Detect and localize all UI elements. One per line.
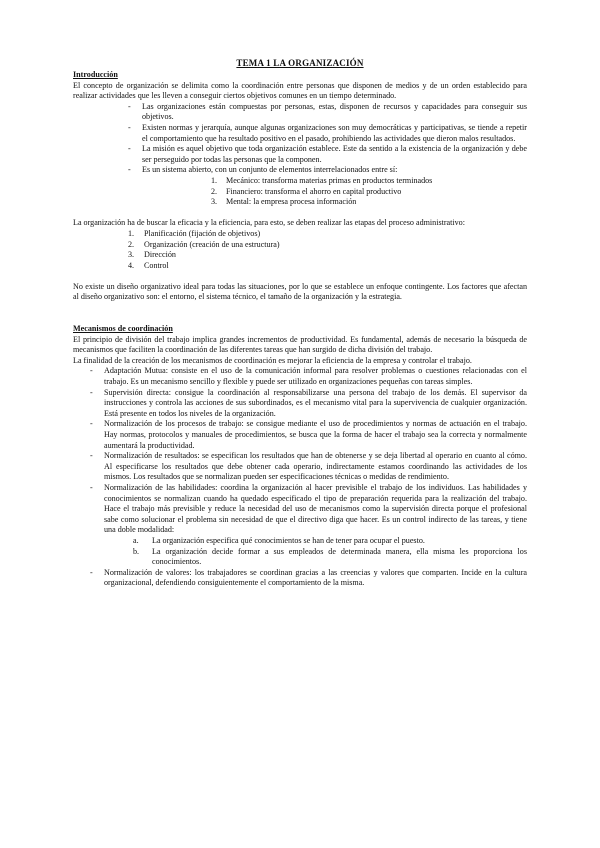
coordination-mechanisms-list (73, 366, 527, 588)
list-item: - Es un sistema abierto, con un conjunto de elementos interrelacionados entre sí: (128, 165, 398, 175)
document-content (73, 57, 527, 589)
intro-paragraph-1: El concepto de organización se delimita como la coordinación entre personas que disponen de medios y de un orden establecido para realizar actividades que les lleven a conseguir ciertos objetivos comunes en un tiempo determinado. (73, 80, 527, 101)
list-item: 1. Mecánico: transforma materias primas en productos terminados (211, 175, 433, 185)
coordination-paragraph-2: La finalidad de la creación de los mecanismos de coordinación es mejorar la eficiencia de la empresa y controlar el trabajo. (73, 355, 472, 365)
subsystem-list (73, 176, 527, 208)
list-item: b. La organización decide formar a sus empleados de determinada manera, ella misma les proporciona los conocimientos. (133, 546, 527, 567)
page-title: TEMA 1 LA ORGANIZACIÓN (236, 58, 364, 68)
modalities-list (73, 536, 527, 568)
intro-paragraph-2: La organización ha de buscar la eficacia y la eficiencia, para esto, se deben realizar las etapas del proceso administrativo: (73, 218, 465, 228)
section-heading-coordination: Mecanismos de coordinación (73, 324, 173, 334)
list-item: - Normalización de valores: los trabajadores se coordinan gracias a las creencias y valores que comparten. Incide en la cultura organizacional, defendiendo consiguientemente el comportamiento de la misma. (90, 567, 527, 588)
list-item: - Existen normas y jerarquía, aunque algunas organizaciones son muy democráticas y participativas, se tiende a repetir el comportamiento que ha resultado positivo en el pasado, prohibiendo las actividades que dieron malos resultados. (128, 122, 527, 143)
list-item: - Adaptación Mutua: consiste en el uso de la comunicación informal para resolver problemas o cuestiones relacionadas con el trabajo. Es un mecanismo sencillo y flexible y puede ser utilizado en organizaciones pequeñas con tareas simples. (90, 366, 527, 387)
list-item: - Normalización de resultados: se especifican los resultados que han de obtenerse y se deja libertad al operario en cuanto al cómo. Al especificarse los resultados que debe obtener cada operario, indirectamente estamos coordinando las actividades de los mismos. Los resultados que se normalizan pueden ser especificaciones técnicas o medidas de rendimiento. (90, 451, 527, 482)
intro-bullet-list (73, 102, 527, 176)
list-item: - Las organizaciones están compuestas por personas, estas, disponen de recursos y capacidades para conseguir sus objetivos. (128, 101, 527, 122)
list-item: - Normalización de los procesos de trabajo: se consigue mediante el uso de procedimientos y normas de actuación en el trabajo. Hay normas, protocolos y manuales de procedimientos, se busca que la forma de hacer el trabajo sea la correcta y normalmente aumentará la productividad. (90, 419, 527, 450)
section-heading-intro: Introducción (73, 70, 118, 79)
coordination-paragraph-1: El principio de división del trabajo implica grandes incrementos de productividad. Es fundamental, además de necesario la búsqueda de mecanismos que faciliten la coordinación de las diferentes tareas que han surgido de dicha división del trabajo. (73, 334, 527, 355)
list-item: - La misión es aquel objetivo que toda organización establece. Este da sentido a la existencia de la organización y debe ser perseguido por todas las personas que la componen. (128, 144, 527, 164)
list-item: - Normalización de las habilidades: coordina la organización al hacer previsible el trabajo de los individuos. Las habilidades y conocimientos se normalizan cuando ha quedado especificado el tipo de preparación requerida para la realización del trabajo. Hace el trabajo más previsible y reduce la necesidad del uso de mecanismos como la supervisión directa porque el profesional sabe como solucionar el problema sin necesidad de que el directivo diga que hacer. Es un control indirecto de las tareas, y tiene una doble modalidad: a. La organización especifica qué conocimientos se han de tener para ocupar el puesto. b. La organización decide formar a sus empleados de determinada manera, ella misma les proporciona los conocimientos. (73, 483, 527, 568)
list-item: 4. Control (128, 260, 169, 270)
administrative-stages-list (73, 229, 527, 271)
intro-paragraph-3: No existe un diseño organizativo ideal para todas las situaciones, por lo que se establece un enfoque contingente. Los factores que afectan al diseño organizativo son: el entorno, el sistema técnico, el tamaño de la organización y la estrategia. (73, 281, 527, 302)
list-item: 3. Dirección (128, 250, 176, 260)
list-item: 2. Financiero: transforma el ahorro en capital productivo (211, 186, 402, 196)
list-item: 2. Organización (creación de una estructura) (128, 239, 280, 249)
list-item: 3. Mental: la empresa procesa información (211, 197, 357, 207)
list-item: a. La organización especifica qué conocimientos se han de tener para ocupar el puesto. (133, 535, 425, 545)
list-item: 1. Planificación (fijación de objetivos) (128, 228, 261, 238)
list-item: - Supervisión directa: consigue la coordinación al responsabilizarse una persona del trabajo de los demás. El supervisor da instrucciones y controla las acciones de sus subordinados, es el mecanismo vital para la supervivencia de cualquier organización. Está presente en todos los niveles de la organización. (90, 387, 527, 418)
